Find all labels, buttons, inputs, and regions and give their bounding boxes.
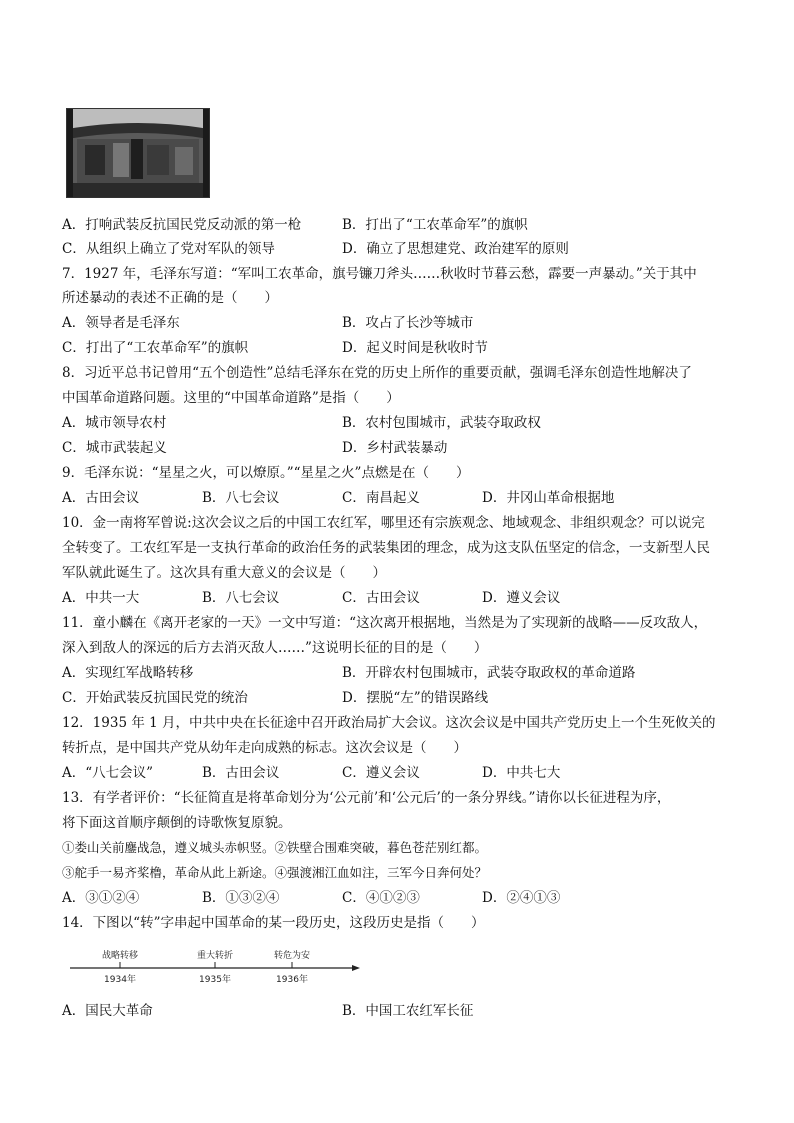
q14-option-a: A．国民大革命	[62, 1003, 153, 1019]
q12-stem-line2: 转折点，是中国共产党从幼年走向成熟的标志。这次会议是（ ）	[62, 740, 467, 756]
historical-photo	[66, 108, 210, 198]
q10-stem-line1: 10．金一南将军曾说:这次会议之后的中国工农红军，哪里还有宗族观念、地域观念、非组织观念？可以说完	[62, 515, 705, 531]
q13-option-d: D．②④①③	[482, 890, 561, 906]
q10-stem-line2: 全转变了。工农红军是一支执行革命的政治任务的武装集团的理念，成为这支队伍坚定的信念，一支新型人民	[62, 540, 710, 556]
q13-stem-line2: 将下面这首顺序颠倒的诗歌恢复原貌。	[62, 815, 292, 831]
q6-option-a: A．打响武装反抗国民党反动派的第一枪	[62, 217, 302, 233]
q10-option-b: B．八七会议	[202, 590, 280, 606]
q10-stem-line3: 军队就此诞生了。这次具有重大意义的会议是（ ）	[62, 565, 386, 581]
timeline-arrow-icon	[352, 965, 360, 971]
q10-option-a: A．中共一大	[62, 590, 140, 606]
q6-option-b: B．打出了“工农革命军”的旗帜	[342, 217, 528, 233]
q7-stem-line2: 所述暴动的表述不正确的是（ ）	[62, 290, 278, 306]
q12-option-c: C．遵义会议	[342, 765, 420, 781]
q9-option-b: B．八七会议	[202, 490, 280, 506]
q13-poem-line2: ③舵手一易齐桨橹，革命从此上新途。④强渡湘江血如注，三军今日奔何处？	[62, 865, 488, 880]
timeline-year-2: 1935年	[199, 975, 231, 985]
timeline-label-2: 重大转折	[196, 951, 234, 961]
q8-option-b: B．农村包围城市，武装夺取政权	[342, 415, 541, 431]
q14-option-b: B．中国工农红军长征	[342, 1003, 474, 1019]
q13-option-b: B．①③②④	[202, 890, 280, 906]
q8-option-a: A．城市领导农村	[62, 415, 167, 431]
q9-option-d: D．井冈山革命根据地	[482, 490, 615, 506]
q7-stem-line1: 7．1927 年，毛泽东写道：“军叫工农革命，旗号镰刀斧头……秋收时节暮云愁，霹要一声暴动。”关于其中	[62, 266, 697, 282]
q13-poem-line1: ①娄山关前鏖战急，遵义城头赤帜竖。②铁壁合围难突破，暮色苍茫别红都。	[62, 840, 488, 855]
q12-option-d: D．中共七大	[482, 765, 561, 781]
timeline-label-1: 战略转移	[101, 951, 139, 961]
q7-option-d: D．起义时间是秋收时节	[342, 340, 488, 356]
q13-option-c: C．④①②③	[342, 890, 420, 906]
q8-stem-line2: 中国革命道路问题。这里的“中国革命道路”是指（ ）	[62, 390, 400, 406]
q9-option-c: C．南昌起义	[342, 490, 420, 506]
q11-option-a: A．实现红军战略转移	[62, 665, 194, 681]
q7-option-c: C．打出了“工农革命军”的旗帜	[62, 340, 249, 356]
q11-option-b: B．开辟农村包围城市，武装夺取政权的革命道路	[342, 665, 636, 681]
q11-option-c: C．开始武装反抗国民党的统治	[62, 690, 248, 706]
q7-option-b: B．攻占了长沙等城市	[342, 315, 474, 331]
q11-stem-line1: 11．童小麟在《离开老家的一天》一文中写道：“这次离开根据地，当然是为了实现新的战略——反攻敌人，	[62, 615, 708, 631]
q7-option-a: A．领导者是毛泽东	[62, 315, 180, 331]
timeline-year-1: 1934年	[104, 975, 136, 985]
q8-stem-line1: 8．习近平总书记曾用“五个创造性”总结毛泽东在党的历史上所作的重要贡献，强调毛泽东创造性地解决了	[62, 365, 692, 381]
q11-option-d: D．摆脱“左”的错误路线	[342, 690, 489, 706]
q14-stem-line1: 14．下图以“转”字串起中国革命的某一段历史，这段历史是指（ ）	[62, 915, 485, 931]
q9-stem-line1: 9．毛泽东说：“星星之火，可以燎原。”“星星之火”点燃是在（ ）	[62, 465, 470, 481]
q12-option-a: A．“八七会议”	[62, 765, 154, 781]
q8-option-c: C．城市武装起义	[62, 440, 167, 456]
q10-option-c: C．古田会议	[342, 590, 420, 606]
q13-option-a: A．③①②④	[62, 890, 140, 906]
q13-stem-line1: 13．有学者评价：“长征简直是将革命划分为‘公元前’和‘公元后’的一条分界线。”请你以长征进程为序，	[62, 790, 671, 806]
q12-option-b: B．古田会议	[202, 765, 280, 781]
timeline-year-3: 1936年	[276, 975, 308, 985]
q10-option-d: D．遵义会议	[482, 590, 561, 606]
q11-stem-line2: 深入到敌人的深远的后方去消灭敌人……”这说明长征的目的是（ ）	[62, 640, 488, 656]
q9-option-a: A．古田会议	[62, 490, 140, 506]
q6-option-c: C．从组织上确立了党对军队的领导	[62, 241, 275, 257]
timeline-label-3: 转危为安	[273, 951, 311, 961]
q6-option-d: D．确立了思想建党、政治建军的原则	[342, 241, 569, 257]
revolution-timeline	[70, 946, 360, 988]
q12-stem-line1: 12．1935 年 1 月，中共中央在长征途中召开政治局扩大会议。这次会议是中国共产党历史上一个生死攸关的	[62, 715, 716, 731]
q8-option-d: D．乡村武装暴动	[342, 440, 448, 456]
